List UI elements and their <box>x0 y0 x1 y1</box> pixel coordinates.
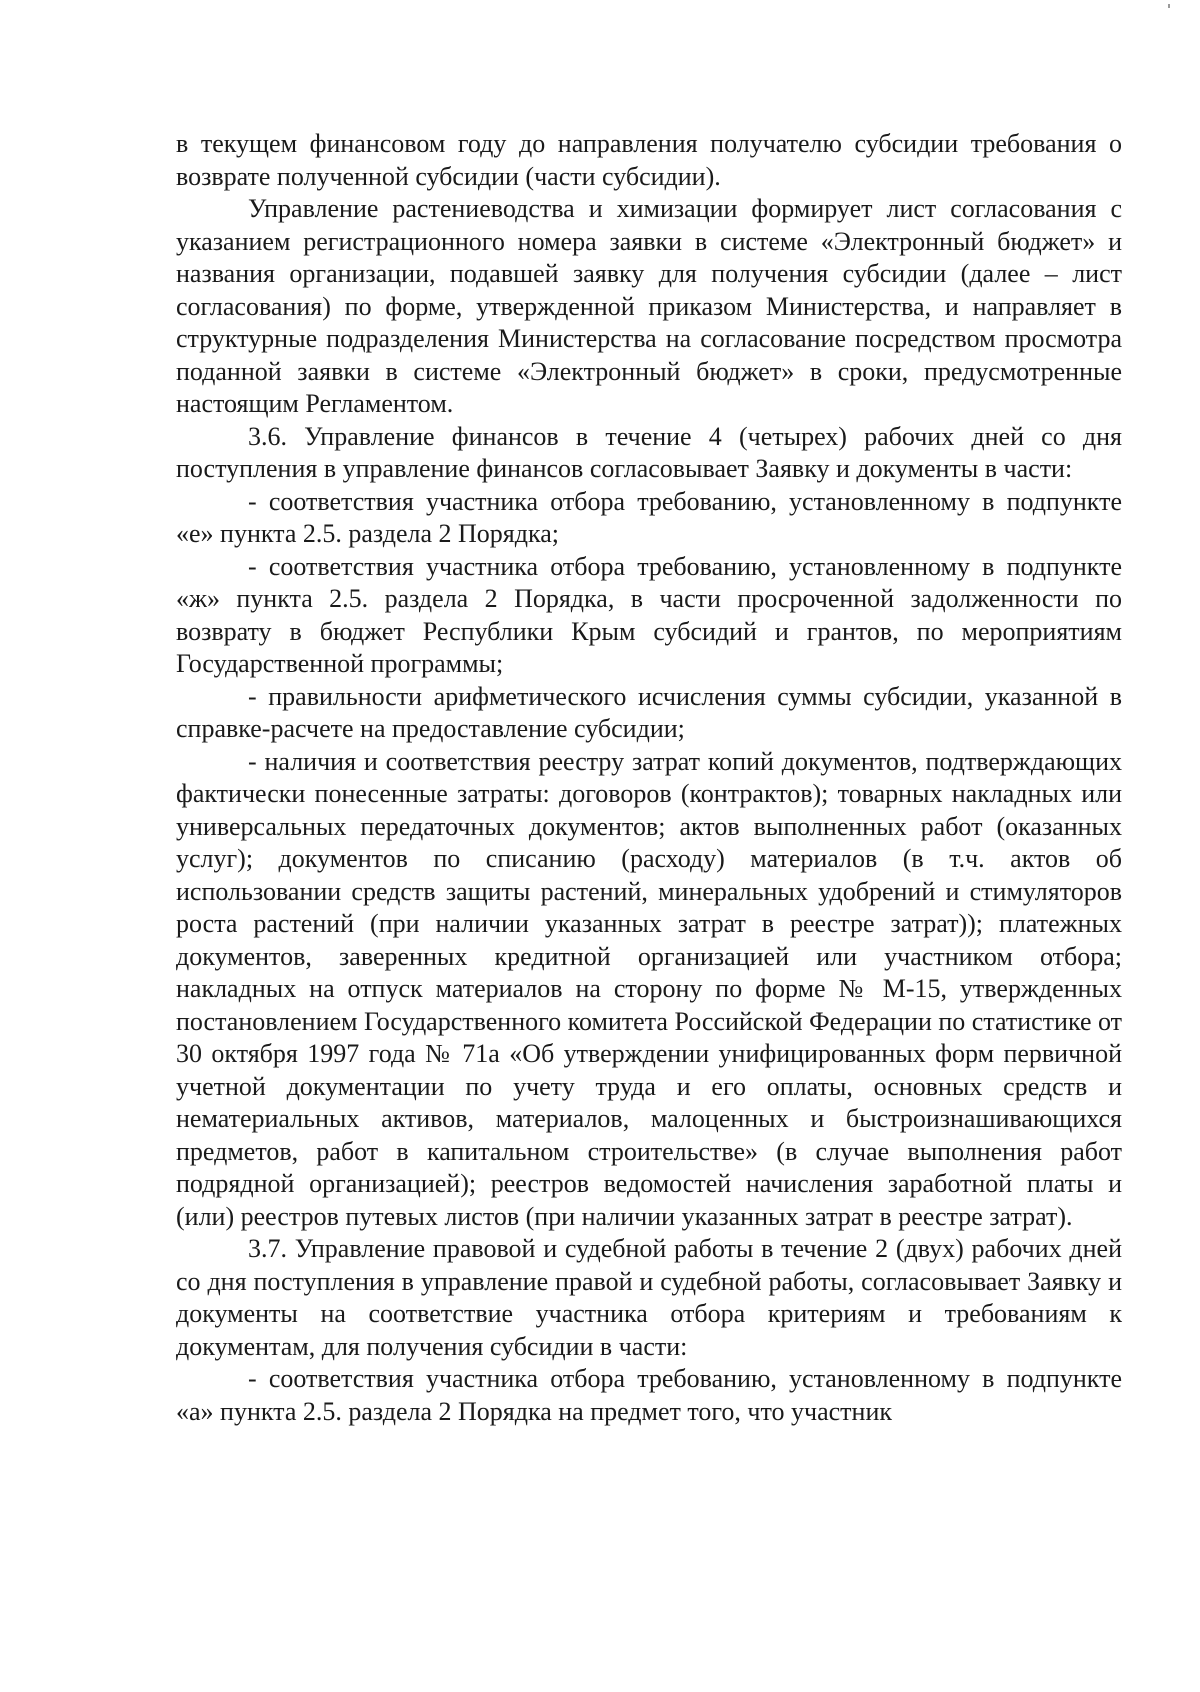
paragraph-3-6: 3.6. Управление финансов в течение 4 (четырех) рабочих дней со дня поступления в управление финансов согласовывает Заявку и документы в части: <box>176 421 1122 483</box>
scan-artifact <box>1168 4 1170 8</box>
list-item: - правильности арифметического исчисления суммы субсидии, указанной в справке-расчете на предоставление субсидии; <box>176 681 1122 743</box>
list-item: - соответствия участника отбора требованию, установленному в подпункте «а» пункта 2.5. раздела 2 Порядка на предмет того, что участник <box>176 1364 1122 1426</box>
paragraph-3-7: 3.7. Управление правовой и судебной работы в течение 2 (двух) рабочих дней со дня поступления в управление правой и судебной работы, согласовывает Заявку и документы на соответствие участника отбора критериям и требованиям к документам, для получения субсидии в части: <box>176 1234 1122 1361</box>
list-item: - соответствия участника отбора требованию, установленному в подпункте «ж» пункта 2.5. раздела 2 Порядка, в части просроченной задолженности по возврату в бюджет Республики Крым субсидий и грантов, по мероприятиям Государственной программы; <box>176 551 1122 678</box>
paragraph-continuation: в текущем финансовом году до направления получателю субсидии требования о возврате полученной субсидии (части субсидии). <box>176 129 1122 191</box>
list-item: - наличия и соответствия реестру затрат копий документов, подтверждающих фактически понесенные затраты: договоров (контрактов); товарных накладных или универсальных передаточных документов; актов выполненных работ (оказанных услуг); документов по списанию (расходу) материалов (в т.ч. актов об использовании средств защиты растений, минеральных удобрений и стимуляторов роста растений (при наличии указанных затрат в реестре затрат)); платежных документов, заверенных кредитной организацией или участником отбора; накладных на отпуск материалов на сторону по форме № М-15, утвержденных постановлением Государственного комитета Российской Федерации по статистике от 30 октября 1997 года № 71а «Об утверждении унифицированных форм первичной учетной документации по учету труда и его оплаты, основных средств и нематериальных активов, материалов, малоценных и быстроизнашивающихся предметов, работ в капитальном строительстве» (в случае выполнения работ подрядной организацией); реестров ведомостей начисления заработной платы и (или) реестров путевых листов (при наличии указанных затрат в реестре затрат). <box>176 746 1123 1231</box>
list-item: - соответствия участника отбора требованию, установленному в подпункте «е» пункта 2.5. раздела 2 Порядка; <box>176 486 1122 548</box>
paragraph-approval-sheet: Управление растениеводства и химизации формирует лист согласования с указанием регистрационного номера заявки в системе «Электронный бюджет» и названия организации, подавшей заявку для получения субсидии (далее – лист согласования) по форме, утвержденной приказом Министерства, и направляет в структурные подразделения Министерства на согласование посредством просмотра поданной заявки в системе «Электронный бюджет» в сроки, предусмотренные настоящим Регламентом. <box>176 194 1122 418</box>
document-page <box>176 128 1122 1428</box>
